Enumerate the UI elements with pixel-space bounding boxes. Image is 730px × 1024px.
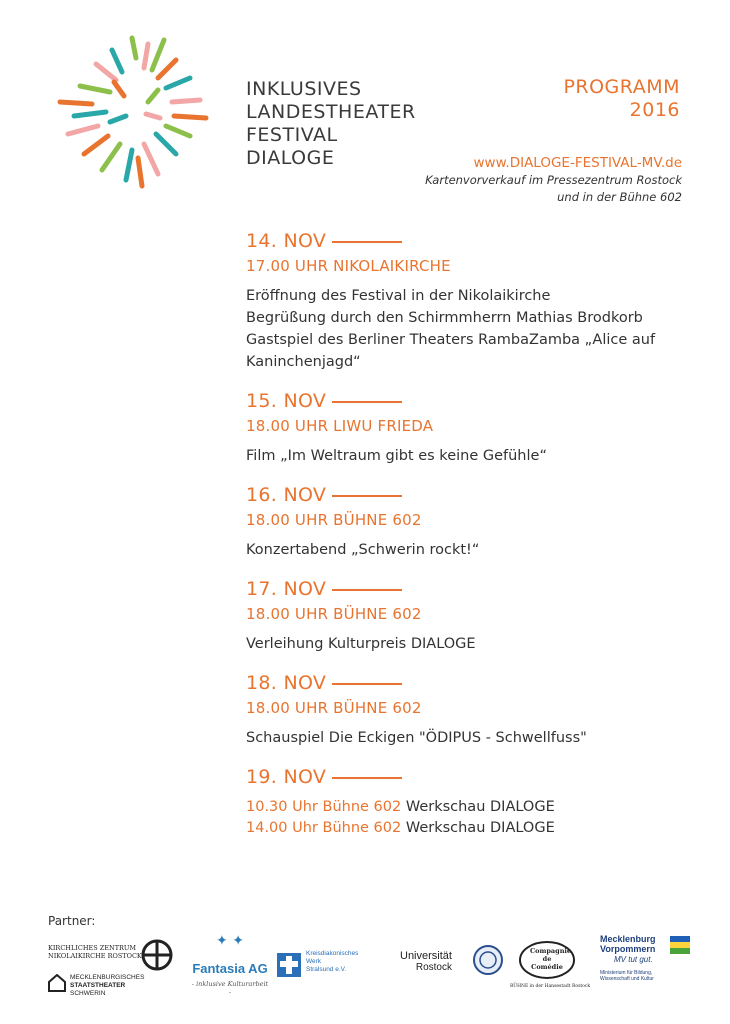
- day-venue: 18.00 UHR BÜHNE 602: [246, 699, 422, 717]
- date-underline: [332, 589, 402, 591]
- date-underline: [332, 777, 402, 779]
- day-date: 14. NOV: [246, 230, 327, 252]
- description-line: Gastspiel des Berliner Theaters RambaZamba „Alice auf Kaninchenjagd“: [246, 332, 656, 370]
- partner-text: Mecklenburg: [600, 934, 656, 944]
- partner-text: Rostock: [415, 962, 452, 973]
- ticket-note-line: Kartenvorverkauf im Pressezentrum Rostock: [425, 173, 682, 187]
- partner-text: Kreisdiakonisches: [306, 950, 359, 957]
- day-date: 19. NOV: [246, 766, 327, 788]
- partner-text: STAATSTHEATER: [70, 982, 126, 989]
- website-link[interactable]: www.DIALOGE-FESTIVAL-MV.de: [473, 155, 682, 171]
- diakonie-logo-icon: [276, 952, 302, 978]
- partner-diakonie: [306, 950, 358, 974]
- day-18-nov: [246, 669, 686, 749]
- partner-kirche: [48, 944, 142, 960]
- day-venue: 17.00 UHR NIKOLAIKIRCHE: [246, 257, 451, 275]
- event-title: Werkschau DIALOGE: [405, 820, 555, 836]
- partner-text: MECKLENBURGISCHES: [70, 974, 145, 981]
- day-14-nov: [246, 227, 686, 373]
- day-venue: 18.00 UHR BÜHNE 602: [246, 511, 422, 529]
- partner-text: NIKOLAIKIRCHE ROSTOCK: [48, 952, 142, 960]
- partner-text: Ministerium für Bildung,: [600, 970, 653, 976]
- program-schedule: [246, 227, 686, 853]
- partner-text: Stralsund e.V.: [306, 966, 347, 973]
- ticket-note-line: und in der Bühne 602: [557, 190, 682, 204]
- partner-text: Fantasia AG: [192, 961, 268, 976]
- festival-name: [246, 78, 416, 170]
- description-line: Schauspiel Die Eckigen "ÖDIPUS - Schwellfuss": [246, 730, 587, 746]
- partner-text: KIRCHLICHES ZENTRUM: [48, 944, 137, 952]
- date-underline: [332, 241, 402, 243]
- festival-name-line: LANDESTHEATER: [246, 101, 416, 123]
- day-venue: 18.00 UHR BÜHNE 602: [246, 605, 422, 623]
- partner-compagnie: [530, 947, 572, 971]
- day-description: [246, 539, 686, 561]
- day-17-nov: [246, 575, 686, 655]
- day-venue: 18.00 UHR LIWU FRIEDA: [246, 417, 434, 435]
- partner-text: MV tut gut.: [614, 955, 653, 964]
- day-19-nov: [246, 763, 686, 839]
- partner-text: Wissenschaft und Kultur: [600, 976, 654, 982]
- partner-mv: [600, 934, 656, 982]
- date-underline: [332, 401, 402, 403]
- event-line: [246, 797, 686, 818]
- description-line: Eröffnung des Festival in der Nikolaikirche: [246, 288, 551, 304]
- program-year: 2016: [629, 99, 680, 121]
- partner-uni: [400, 950, 452, 973]
- description-line: Verleihung Kulturpreis DIALOGE: [246, 636, 476, 652]
- day-16-nov: [246, 481, 686, 561]
- festival-logo-burst: [40, 30, 230, 210]
- day-date: 17. NOV: [246, 578, 327, 600]
- theater-logo-icon: [48, 974, 66, 992]
- day-date: 18. NOV: [246, 672, 327, 694]
- day-date: 15. NOV: [246, 390, 327, 412]
- event-time: 10.30 Uhr Bühne 602: [246, 799, 402, 815]
- partner-label: Partner:: [48, 914, 96, 928]
- partner-fantasia: [190, 934, 270, 996]
- festival-name-line: FESTIVAL: [246, 124, 338, 146]
- day-description: [246, 727, 686, 749]
- day-date: 16. NOV: [246, 484, 327, 506]
- partner-text: de: [542, 955, 552, 963]
- partner-text: Vorpommern: [600, 944, 656, 954]
- partner-text: BÜHNE in der Hansestadt Rostock: [510, 984, 591, 989]
- stars-icon: ✦ ✦: [216, 933, 244, 949]
- day-15-nov: [246, 387, 686, 467]
- date-underline: [332, 683, 402, 685]
- program-title: PROGRAMM: [563, 76, 680, 98]
- website-info: [425, 154, 682, 206]
- kirche-logo-icon: [138, 938, 176, 972]
- event-time: 14.00 Uhr Bühne 602: [246, 820, 402, 836]
- partner-text: SCHWERIN: [70, 990, 106, 997]
- partner-logos: [44, 934, 694, 1004]
- day-description: [246, 633, 686, 655]
- uni-seal-icon: [472, 944, 504, 976]
- partner-text: Comédie: [531, 963, 563, 971]
- festival-name-line: DIALOGE: [246, 147, 335, 169]
- festival-name-line: INKLUSIVES: [246, 78, 362, 100]
- partner-text: Compagnie: [530, 947, 572, 955]
- partner-staatstheater: [70, 974, 144, 998]
- day-description: [246, 445, 686, 467]
- description-line: Film „Im Weltraum gibt es keine Gefühle“: [246, 448, 547, 464]
- partner-text: Werk: [306, 958, 322, 965]
- event-title: Werkschau DIALOGE: [405, 799, 555, 815]
- description-line: Begrüßung durch den Schirmmherrn Mathias Brodkorb: [246, 310, 643, 326]
- partner-text: - inklusive Kulturarbeit -: [191, 980, 269, 996]
- event-line: [246, 818, 686, 839]
- partner-text: Universität: [400, 950, 452, 962]
- day-description: [246, 285, 686, 373]
- mv-flag-icon: [670, 936, 690, 954]
- description-line: Konzertabend „Schwerin rockt!“: [246, 542, 480, 558]
- program-heading: [563, 76, 680, 122]
- date-underline: [332, 495, 402, 497]
